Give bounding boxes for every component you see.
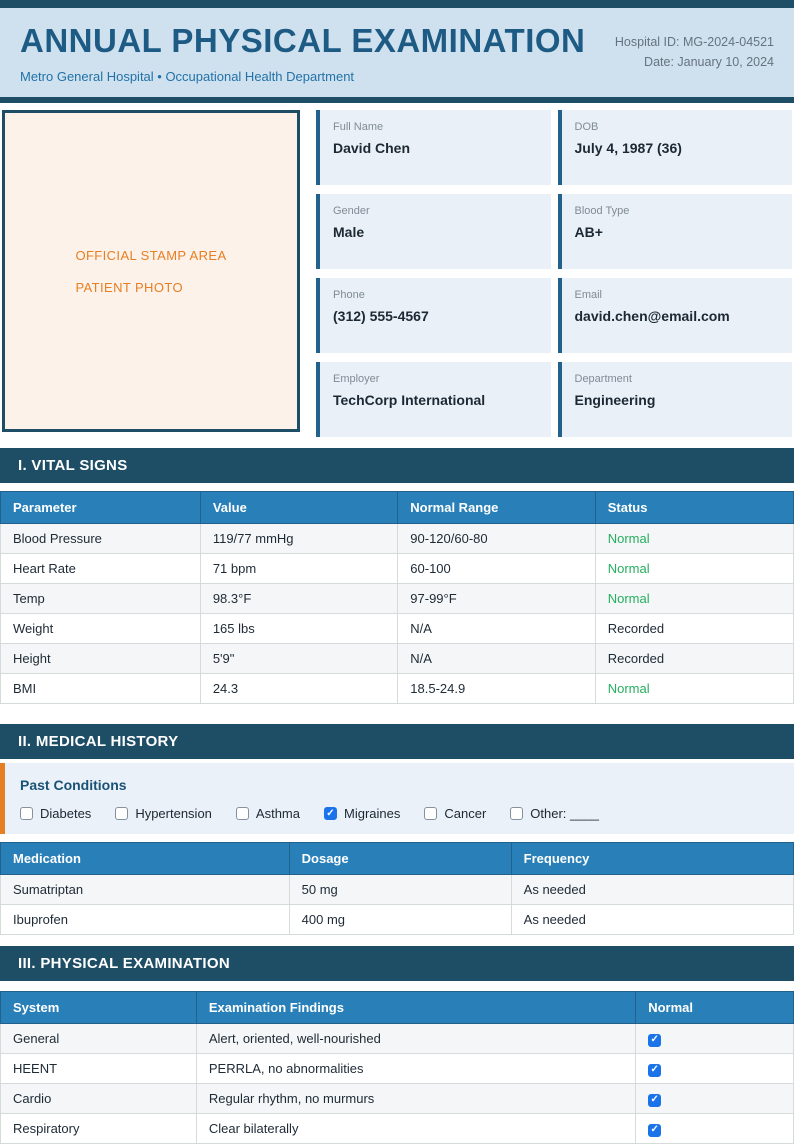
table-row [1,524,794,554]
medication-dosage: 50 mg [289,875,511,905]
header-meta [615,22,774,84]
column-header: Value [200,492,397,524]
field-value: Engineering [574,392,656,408]
exam-normal-cell [636,1084,794,1114]
vital-status: Normal [595,674,793,704]
condition-item [510,806,599,821]
condition-label: Diabetes [40,806,92,821]
vital-parameter: Blood Pressure [1,524,201,554]
exam-system: General [1,1024,197,1054]
field-value: Male [333,224,365,240]
column-header: Dosage [289,843,511,875]
vital-status: Recorded [595,614,793,644]
field-label: Blood Type [574,205,630,217]
vital-value: 71 bpm [200,554,397,584]
patient-field-card [558,362,793,437]
exam-date: Date: January 10, 2024 [644,55,774,69]
stamp-area-label: OFFICIAL STAMP AREA [75,247,227,263]
condition-item [115,806,212,821]
field-label: Employer [333,373,380,385]
field-label: Phone [333,289,365,301]
section-header-exam: III. PHYSICAL EXAMINATION [0,946,794,981]
table-row [1,1024,794,1054]
condition-label: Other: ____ [530,806,599,821]
section-header-vitals: I. VITAL SIGNS [0,448,794,483]
table-row [1,875,794,905]
table-row [1,644,794,674]
condition-item [20,806,91,821]
exam-findings: Alert, oriented, well-nourished [196,1024,635,1054]
table-row [1,1114,794,1144]
hospital-id: Hospital ID: MG-2024-04521 [614,35,774,49]
exam-findings: Regular rhythm, no murmurs [196,1084,635,1114]
vitals-header-row [1,492,794,524]
column-header: Parameter [1,492,201,524]
exam-header-row [1,992,794,1024]
normal-checkbox[interactable] [648,1094,661,1107]
column-header: Examination Findings [196,992,635,1024]
patient-field-card [316,362,551,437]
header-top-bar [0,0,794,8]
exam-normal-cell [636,1054,794,1084]
table-row [1,584,794,614]
condition-checkbox[interactable] [236,807,249,820]
exam-system: Cardio [1,1084,197,1114]
condition-label: Migraines [344,806,401,821]
condition-checkbox[interactable] [20,807,33,820]
field-value: david.chen@email.com [574,308,730,324]
vital-parameter: Height [1,644,201,674]
exam-table [0,991,794,1144]
condition-label: Cancer [444,806,487,821]
field-label: Full Name [333,121,384,133]
past-conditions-box [0,763,794,834]
vital-parameter: Temp [1,584,201,614]
vital-normal-range: 60-100 [398,554,595,584]
vital-normal-range: 90-120/60-80 [398,524,595,554]
medication-name: Sumatriptan [1,875,290,905]
normal-checkbox[interactable] [648,1034,661,1047]
exam-findings: Clear bilaterally [196,1114,635,1144]
field-value: AB+ [574,224,603,240]
medication-frequency: As needed [511,905,793,935]
exam-system: HEENT [1,1054,197,1084]
form-title: ANNUAL PHYSICAL EXAMINATION [20,22,586,59]
column-header: Frequency [511,843,793,875]
column-header: System [1,992,197,1024]
vital-status: Normal [595,554,793,584]
table-row [1,674,794,704]
table-row [1,614,794,644]
condition-label: Hypertension [135,806,212,821]
column-header: Medication [1,843,290,875]
patient-field-card [558,110,793,185]
vitals-table [0,491,794,704]
field-value: TechCorp International [333,392,486,408]
table-row [1,554,794,584]
page-header [0,0,794,103]
field-value: David Chen [333,140,411,156]
form-subtitle: Metro General Hospital • Occupational Health Department [20,69,355,84]
vital-normal-range: 18.5-24.9 [398,674,595,704]
vital-value: 24.3 [200,674,397,704]
past-conditions-title: Past Conditions [20,777,127,793]
field-label: Gender [333,205,370,217]
table-row [1,1054,794,1084]
condition-checkbox[interactable] [324,807,337,820]
medication-name: Ibuprofen [1,905,290,935]
medications-table [0,842,794,935]
vital-value: 119/77 mmHg [200,524,397,554]
vital-normal-range: N/A [398,614,595,644]
vital-parameter: Heart Rate [1,554,201,584]
header-title-block [20,22,585,84]
patient-field-card [558,194,793,269]
field-value: (312) 555-4567 [333,308,429,324]
past-conditions-row [20,806,794,821]
section-header-history: II. MEDICAL HISTORY [0,724,794,759]
condition-checkbox[interactable] [510,807,523,820]
photo-placeholder-text [75,248,226,295]
vital-parameter: Weight [1,614,201,644]
condition-checkbox[interactable] [115,807,128,820]
column-header: Normal [636,992,794,1024]
vital-status: Recorded [595,644,793,674]
vital-status: Normal [595,524,793,554]
condition-checkbox[interactable] [424,807,437,820]
column-header: Normal Range [398,492,595,524]
patient-photo-label: PATIENT PHOTO [75,279,183,295]
field-label: DOB [574,121,599,133]
normal-checkbox[interactable] [648,1064,661,1077]
medications-header-row [1,843,794,875]
patient-fields-grid [316,110,792,437]
vital-normal-range: 97-99°F [398,584,595,614]
condition-item [236,806,300,821]
medication-dosage: 400 mg [289,905,511,935]
exam-findings: PERRLA, no abnormalities [196,1054,635,1084]
exam-normal-cell [636,1114,794,1144]
field-value: July 4, 1987 (36) [574,140,682,156]
condition-item [324,806,400,821]
patient-photo-box [2,110,300,432]
patient-field-card [316,110,551,185]
vital-normal-range: N/A [398,644,595,674]
vital-value: 165 lbs [200,614,397,644]
table-row [1,905,794,935]
medication-frequency: As needed [511,875,793,905]
vital-value: 98.3°F [200,584,397,614]
vital-status: Normal [595,584,793,614]
field-label: Email [574,289,603,301]
column-header: Status [595,492,793,524]
patient-field-card [316,194,551,269]
condition-item [424,806,486,821]
patient-field-card [558,278,793,353]
table-row [1,1084,794,1114]
patient-field-card [316,278,551,353]
field-label: Department [574,373,632,385]
normal-checkbox[interactable] [648,1124,661,1137]
condition-label: Asthma [255,806,300,821]
patient-info-section [0,103,794,437]
vital-parameter: BMI [1,674,201,704]
vital-value: 5'9" [200,644,397,674]
exam-normal-cell [636,1024,794,1054]
exam-system: Respiratory [1,1114,197,1144]
